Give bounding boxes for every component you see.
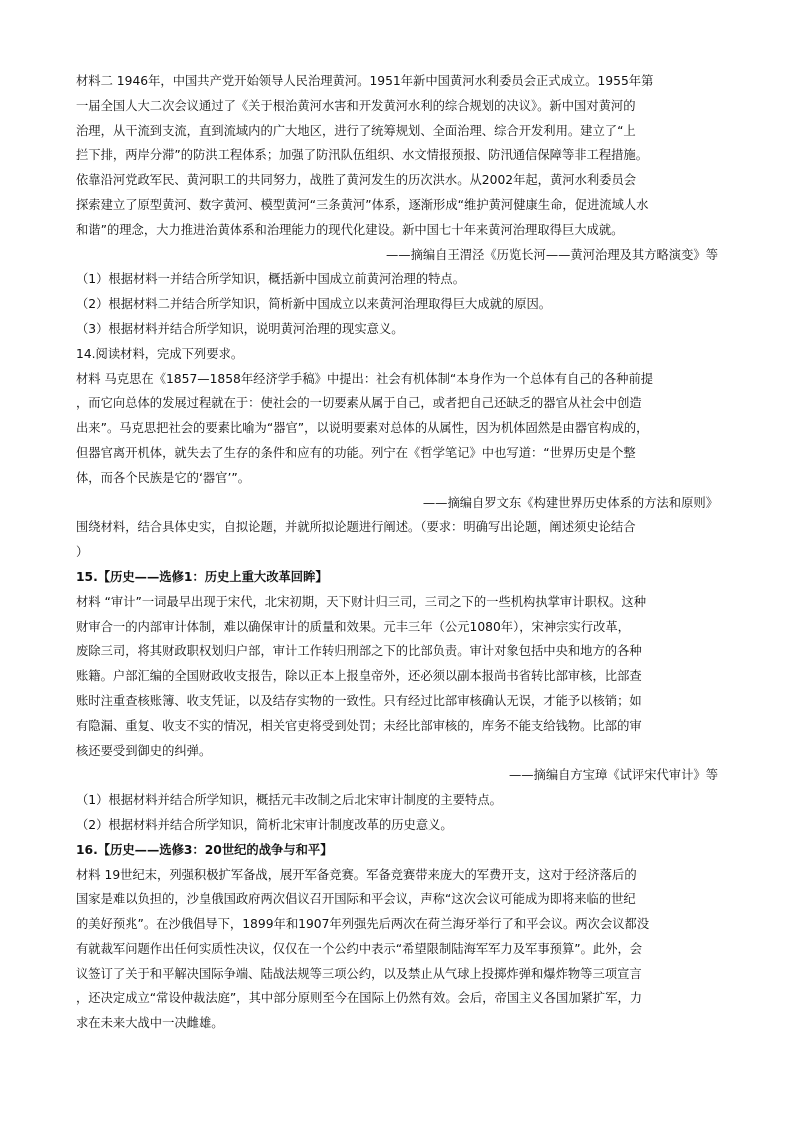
passage-line: 依靠沿河党政军民、黄河职工的共同努力，战胜了黄河发生的历次洪水。从2002年起，黄河水利委员会 xyxy=(76,173,637,188)
passage-line: 体，而各个民族是它的‘器官’”。 xyxy=(76,470,251,485)
subquestion: （1）根据材料并结合所学知识，概括元丰改制之后北宋审计制度的主要特点。 xyxy=(76,793,502,808)
material-two-passage xyxy=(76,69,718,267)
passage-line: ，还决定成立“常设仲裁法庭”，其中部分原则至今在国际上仍然有效。会后，帝国主义各国加紧扩军，力 xyxy=(76,991,643,1006)
passage-line: 拦下排，两岸分滞”的防洪工程体系；加强了防汛队伍组织、水文情报预报、防汛通信保障等非工程措施。 xyxy=(76,148,649,163)
passage-line: 的美好预兆”。在沙俄倡导下，1899年和1907年列强先后两次在荷兰海牙举行了和平会议。两次会议都没 xyxy=(76,917,650,932)
subquestion: （1）根据材料一并结合所学知识，概括新中国成立前黄河治理的特点。 xyxy=(76,272,466,287)
passage-line: 出来”。马克思把社会的要素比喻为“器官”，以说明要素对总体的从属性，因为机体固然是由器官构成的， xyxy=(76,421,649,436)
question-heading: 16.【历史——选修3：20世纪的战争与和平】 xyxy=(76,842,333,857)
subquestion: （2）根据材料并结合所学知识，简析北宋审计制度改革的历史意义。 xyxy=(76,817,453,832)
passage-line: 但器官离开机体，就失去了生存的条件和应有的功能。列宁在《哲学笔记》中也写道：“世界历史是个整 xyxy=(76,445,636,460)
passage-line: 有就裁军问题作出任何实质性决议，仅仅在一个公约中表示“希望限制陆海军军力及军事预算”。此外，会 xyxy=(76,941,643,956)
passage-line: 财审合一的内部审计体制，难以确保审计的质量和效果。元丰三年（公元1080年），宋神宗实行改革， xyxy=(76,619,630,634)
passage-line: 和谐”的理念，大力推进治黄体系和治理能力的现代化建设。新中国七十年来黄河治理取得巨大成就。 xyxy=(76,222,624,237)
question-13-subquestions xyxy=(76,267,718,341)
requirement-line: ） xyxy=(76,545,89,560)
question-14 xyxy=(76,342,718,565)
question-15 xyxy=(76,565,718,838)
source-citation: ——摘编自方宝璋《试评宋代审计》等 xyxy=(508,768,718,783)
requirement-line: 围绕材料，结合具体史实，自拟论题，并就所拟论题进行阐述。（要求：明确写出论题，阐述须史论结合 xyxy=(76,520,636,535)
source-citation: ——摘编自罗文东《构建世界历史体系的方法和原则》 xyxy=(422,495,718,510)
subquestion: （3）根据材料并结合所学知识，说明黄河治理的现实意义。 xyxy=(76,321,404,336)
passage-line: ，而它向总体的发展过程就在于：使社会的一切要素从属于自己，或者把自己还缺乏的器官从社会中创造 xyxy=(76,396,642,411)
subquestion: （2）根据材料二并结合所学知识，简析新中国成立以来黄河治理取得巨大成就的原因。 xyxy=(76,297,552,312)
passage-line: 求在未来大战中一决雌雄。 xyxy=(76,1016,224,1031)
passage-line: 有隐漏、重复、收支不实的情况，相关官吏将受到处罚；未经比部审核的，库务不能支给钱物。比部的审 xyxy=(76,718,642,733)
passage-line: 探索建立了原型黄河、数字黄河、模型黄河“三条黄河”体系，逐渐形成“维护黄河健康生命，促进流域人水 xyxy=(76,197,649,212)
passage-line: 废除三司，将其财政职权划归户部，审计工作转归刑部之下的比部负责。审计对象包括中央和地方的各种 xyxy=(76,644,642,659)
passage-line: 材料 马克思在《1857—1858年经济学手稿》中提出：社会有机体制“本身作为一个总体有自己的各种前提 xyxy=(76,371,654,386)
passage-line: 材料二 1946年，中国共产党开始领导人民治理黄河。1951年新中国黄河水利委员会正式成立。1955年第 xyxy=(76,74,654,88)
passage-line: 核还要受到御史的纠弹。 xyxy=(76,743,212,758)
question-heading: 14.阅读材料，完成下列要求。 xyxy=(76,346,244,361)
passage-line: 治理，从干流到支流，直到流域内的广大地区，进行了统筹规划、全面治理、综合开发利用。建立了“上 xyxy=(76,123,636,138)
passage-line: 账籍。户部汇编的全国财政收支报告，除以正本上报皇帝外，还必须以副本报尚书省转比部审核，比部查 xyxy=(76,669,642,684)
passage-line: 材料 19世纪末，列强积极扩军备战，展开军备竞赛。军备竞赛带来庞大的军费开支，这对于经济落后的 xyxy=(76,867,637,882)
passage-line: 账时注重查核账簿、收支凭证，以及结存实物的一致性。只有经过比部审核确认无误，才能予以核销；如 xyxy=(76,693,642,708)
passage-line: 材料 “审计”一词最早出现于宋代，北宋初期，天下财计归三司，三司之下的一些机构执掌审计职权。这种 xyxy=(76,594,647,609)
source-citation: ——摘编自王渭泾《历览长河——黄河治理及其方略演变》等 xyxy=(385,247,718,262)
passage-line: 国家是难以负担的，沙皇俄国政府两次倡议召开国际和平会议，声称“这次会议可能成为即将来临的世纪 xyxy=(76,892,636,907)
question-heading: 15.【历史——选修1：历史上重大改革回眸】 xyxy=(76,569,328,584)
passage-line: 议签订了关于和平解决国际争端、陆战法规等三项公约，以及禁止从气球上投掷炸弹和爆炸物等三项宣言 xyxy=(76,966,642,981)
question-16 xyxy=(76,838,718,1036)
passage-line: 一届全国人大二次会议通过了《关于根治黄河水害和开发黄河水利的综合规划的决议》。新中国对黄河的 xyxy=(76,98,636,113)
